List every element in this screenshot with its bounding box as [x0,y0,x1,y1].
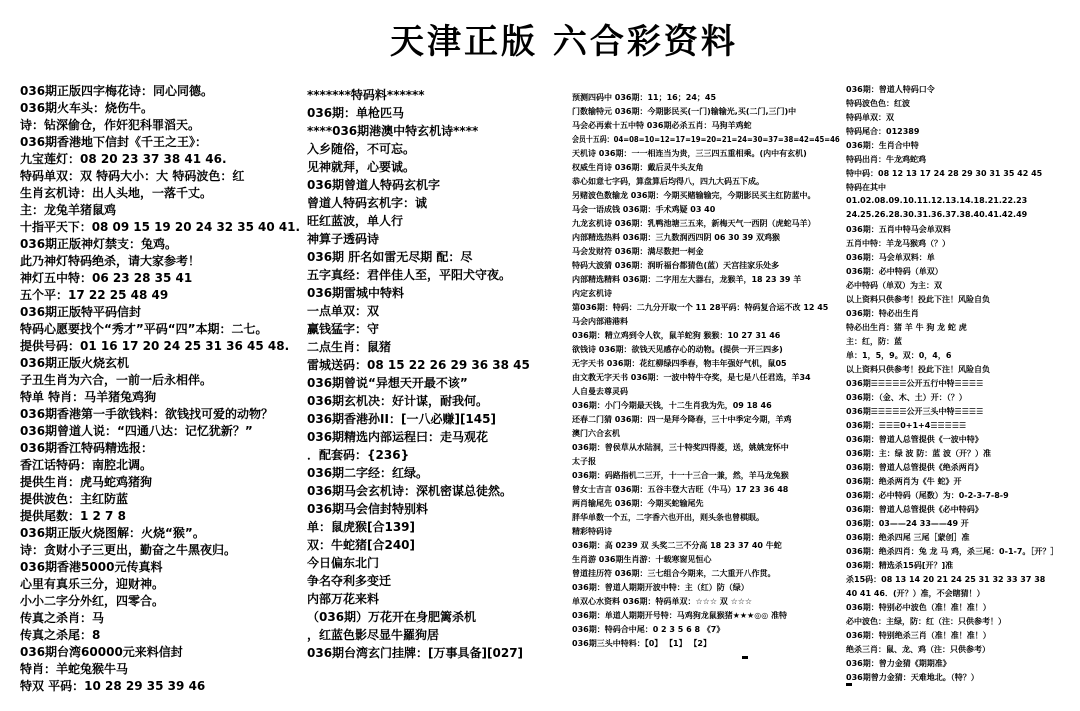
text-line: 马会内部港港料 [572,317,628,326]
text-line: 036期 肝名如雷无尽期 配：尽 [307,250,473,264]
text-line: 24.25.26.28.30.31.36.37.38.40.41.42.49 [846,210,1028,219]
text-line: 036期：曾力金猜《期期准》 [846,659,951,668]
text-line: 单双心水资料 036期：特码单双：☆☆☆ 双 ☆☆☆ [572,597,753,606]
text-line: 036期雷城中特料 [307,286,405,300]
text-line: 内部精选热料 036期：三九数润西四阴 06 30 39 双鸡猴 [572,233,781,242]
text-line: 40 41 46．(开？）准，不会瞎猜！） [846,589,985,598]
text-line: 036期：特别绝杀三肖（准！准！准！） [846,631,991,640]
text-line: 036期正版神灯禁支：兔鸡。 [20,237,178,251]
text-line: 036期：绝杀四肖：兔 龙 马 鸡，杀三尾：0-1-7。［开？］ [846,547,1059,556]
text-line: 036期马会信封特别料 [307,502,429,516]
text-line: 特双 平码：10 28 29 35 39 46 [20,679,206,693]
text-line: 神算子透码诗 [307,232,380,246]
text-line: 单：鼠虎猴[合139] [307,520,416,534]
text-line: 036期：曾道人期期开波中特：主（红）防（绿） [572,583,749,592]
text-line: 036期正版火烧玄机 [20,356,130,370]
text-line: 036期：曾道人总管提供《绝杀两肖》 [846,463,983,472]
text-line: 特码尾合：012389 [846,127,920,136]
text-line: ****036期港澳中特玄机诗**** [307,124,479,138]
text-line: 赢钱猛字：守 [307,322,380,336]
text-line: 人自曼去尊灵码 [572,387,628,396]
text-line: 还春二门猜 036期：四一是拜今降春，三十中季定今期，羊鸡 [572,415,792,424]
text-line: 特码出肖：牛龙鸡蛇鸡 [846,155,926,164]
text-line: 传真之杀尾：8 [20,628,101,642]
text-line: 提供号码：01 16 17 20 24 25 31 36 45 48. [20,339,290,353]
text-line: 旺红蓝波，单人行 [307,214,404,228]
text-line: 生肖玄机诗：出人头地，一落千丈。 [20,186,213,200]
text-line: 九宝莲灯：08 20 23 37 38 41 46. [20,152,227,166]
text-line: 036期火车头：烧伤牛。 [20,101,154,115]
text-line: 036期：高 0239 双 头奖二三不分高 18 23 37 40 牛蛇 [572,541,782,550]
text-line: 一点单双：双 [307,304,380,318]
text-line: 036期：曾道人总管提供《一波中特》 [846,435,983,444]
text-line: 第036期：特码：二九分开取一个 11 28平码：特码复合运不改 12 45 [572,303,829,312]
text-line: 预测四码中 036期：11；16；24；45 [572,93,717,102]
text-line: 欲钱诗 036期：欲钱天见感存心的动物。(提供一开三四多) [572,345,783,354]
text-line: 主：龙兔羊猪鼠鸡 [20,203,117,217]
text-line: 入乡随俗，不可忘。 [307,142,416,156]
text-line: 诗：钻深偷仓，作奸犯科罪滔天。 [20,118,201,132]
text-line: 特码在其中 [846,183,886,192]
text-line: 特码单双：双 特码大小：大 特码波色：红 [20,169,245,183]
text-line: 036期：必中特码（单双） [846,267,943,276]
text-line: 036期正版特平码信封 [20,305,142,319]
text-line: 曾女士吉言 036期：五谷丰登大吉旺（牛马）17 23 36 48 [572,485,789,494]
text-line: 主：红，防：蓝 [846,337,902,346]
text-line: 香江话特码：南腔北调。 [20,458,153,472]
text-line: 两肖输尾先 036期：今期买蛇输尾先 [572,499,704,508]
text-line: 曾道挂历符 036期：三七组合今期来，二大重开八作贯。 [572,569,776,578]
text-line: 036期：码路指机二三开，十一十三合一兼，然，羊马龙兔猴 [572,471,789,480]
text-line: 036期：必中特码（尾数）为：0-2-3-7-8-9 [846,491,1009,500]
text-line: 争名夺利多变迁 [307,574,392,588]
text-line: 提供尾数：1 2 7 8 [20,509,126,523]
text-line: 马会发财符 036期：满尽数把一柯金 [572,247,704,256]
text-line: 036期：五肖中特马会单双料 [846,225,951,234]
text-line: 036期玄机决：好计谋，耐我何。 [307,394,489,408]
text-line: 036期：精立鸡到令人钦，鼠羊蛇狗 猴猴：10 27 31 46 [572,331,781,340]
text-line: 另赌波色数输龙 036期：今期买赌输输完，今期影民买主红防蓝中。 [572,191,816,200]
text-line: 九龙玄机诗 036期：乳鸭池塘三五来，新梅天气一西阴（虎蛇马羊） [572,219,816,228]
text-line: 五肖中特：羊龙马猴鸡（？） [846,239,950,248]
text-line: （036期）万花开在身肥篱杀机 [307,610,477,624]
text-line: 036期曾说“异想天开最不该” [307,376,468,390]
text-line: 036期马会玄机诗：深机密谋总徒然。 [307,484,513,498]
text-line: 此乃神灯特码绝杀，请大家参考！ [20,254,201,268]
text-line: 见神就拜，心要诚。 [307,160,416,174]
text-line: 马会必再索十五中特 036期必杀五肖：马狗羊鸡蛇 [572,121,752,130]
text-line: 权威生肖诗 036期：戴后灵牛头友角 [572,163,704,172]
text-line: 双：牛蛇猪[合240] [307,538,416,552]
text-line: 特码心愿要找个“秀才”平码“四”本期：二七。 [20,322,268,336]
text-line: 036期精选内部运程曰：走马观花 [307,430,489,444]
text-line: 036期台湾60000元来料信封 [20,645,183,659]
text-line: 由文教无字天书 036期：一波中特牛夺奖，是七是八任君选，羊34 [572,373,811,382]
text-line: 今日偏东北门 [307,556,380,570]
text-line: 诗：贪财小子三更出，勤奋之牛黑夜归。 [20,543,237,557]
text-line: 036期：曾侯草从水陆洞，三十特奖四得菱，送，姚姚宠怀中 [572,443,789,452]
text-line: 以上资料只供参考！投此下注！风险自负 [846,295,990,304]
text-line: 生肖游 036期生肖游：十载寒窗见恒心 [572,555,712,564]
text-line: 恭心如意七字码，算盘算后均得八，四九大码五下成。 [572,177,764,186]
text-line: 十指平天下：08 09 15 19 20 24 32 35 40 41. [20,220,301,234]
text-line: ，红蓝色影尽显牛羅狗居 [307,628,440,642]
text-line: 必中波色：主绿，防：红（注：只供参考！） [846,617,1006,626]
text-line: 036期香港地下信封《千王之王》： [20,135,208,149]
text-line: 特单 特肖：马羊猪兔鸡狗 [20,390,157,404]
text-line: 036期：精选杀15码[开？]准 [846,561,954,570]
text-line: 雷城送码：08 15 22 26 29 36 38 45 [307,358,530,372]
text-line: 内部精选精料 036期：二字用左大器右，龙猴羊，18 23 39 羊 [572,275,802,284]
text-line: 小小二字分外红，四零合。 [20,594,165,608]
text-line: 五个平：17 22 25 48 49 [20,288,169,302]
text-line: 特必出生肖：猪 羊 牛 狗 龙 蛇 虎 [846,323,967,332]
text-line: 036期：绝杀两肖为《牛 蛇》开 [846,477,962,486]
text-line: 特码大波猜 036期：润昕福台都猜色(蓝）天宫挂家乐处多 [572,261,780,270]
text-line: 036期☰☰☰☰☰公开三头中特☰☰☰☰ [846,407,984,416]
text-line: 036期曾力金猜：天难地北。（特？） [846,673,979,682]
text-line: 036期：小门今期最天钱，十二生肖我为先，09 18 46 [572,401,772,410]
text-line: 036期：☰☰☰0+1+4☰☰☰☰☰ [846,421,967,430]
text-line: 036期：绝杀四尾 三尾［蒙创］准 [846,533,970,542]
text-line: 036期三头中特料：【0】 【1】 【2】 [572,639,711,648]
text-line: 杀15码：08 13 14 20 21 24 25 31 32 33 37 38 [846,575,1046,584]
text-line: 必中特码（单双）为主：双 [846,281,942,290]
text-line: ．配套码：{236} [307,448,410,462]
text-line: 内部万花来料 [307,592,380,606]
text-line: 澳门六合玄机 [572,429,620,438]
text-line: 036期：特别必中波色（准！准！准！） [846,603,991,612]
text-line: 五字真经：君伴佳人至，平阳犬守夜。 [307,268,512,282]
text-line: 绝杀三肖：鼠、龙、鸡（注：只供参考） [846,645,990,654]
text-line: 036期曾道人说：“四通八达：记忆犹新？” [20,424,253,438]
text-line: 二点生肖：鼠猪 [307,340,392,354]
text-line: 天机诗 036期：一一相连当为贵，三三四五重相乘。(内中有玄机) [572,149,807,158]
text-line: 036期香港孙II：[一八必赚][145] [307,412,496,426]
text-line: 子丑生肖为六合，一前一后永相伴。 [20,373,213,387]
text-line: 036期二字经：红绿。 [307,466,429,480]
text-line: 马会一语成钱 036期：手术鸡疑 03 40 [572,205,716,214]
text-line: 036期：特必出生肖 [846,309,919,318]
text-line: 036期☰☰☰☰☰公开五行中特☰☰☰☰ [846,379,984,388]
text-line: 提供生肖：虎马蛇鸡猪狗 [20,475,153,489]
page-title: 天津正版 六合彩资料 [390,22,738,62]
text-line: 036期曾道人特码玄机字 [307,178,441,192]
scan-speck [742,656,748,659]
text-line: 提供波色：主红防蓝 [20,492,129,506]
text-line: 神灯五中特：06 23 28 35 41 [20,271,193,285]
text-line: 会员十五码：04=08=10=12=17=19=20=21=24=30=37=38=42=45=46 [572,135,840,144]
text-line: 036期台湾玄门挂牌：[万事具备][027] [307,646,524,660]
text-line: 036期正版四字梅花诗：同心同德。 [20,84,214,98]
text-line: 036期香江特码精选报： [20,441,154,455]
text-line: 036期：马会单双料：单 [846,253,935,262]
text-line: 特中码：08 12 13 17 24 28 29 30 31 35 42 45 [846,169,1043,178]
text-line: 036期：单枪匹马 [307,106,405,120]
text-line: 心里有真乐三分，迎财神。 [20,577,165,591]
text-line: 单：1，5，9。双：0，4，6 [846,351,952,360]
text-line: 胖华单数一个五，二字香六也开出，则头条也曾棋眼。 [572,513,764,522]
text-line: 门数输特元 036期：今期影民买(一门)输输光,买(二门,三门)中 [572,107,797,116]
text-line: 以上资料只供参考！投此下注！风险自负 [846,365,990,374]
text-line: 036期：曾道人总管提供《必中特码》 [846,505,983,514]
text-line: 曾道人特码玄机字：诚 [307,196,428,210]
text-line: 036期：（金、木、土）开：（？） [846,393,967,402]
text-line: 太子报 [572,457,596,466]
text-line: 内定玄机诗 [572,289,612,298]
text-line: 036期：曾道人特码口令 [846,85,935,94]
text-line: 036期：特码合中尾：0 2 3 5 6 8 《7》 [572,625,725,634]
text-line: 036期香港5000元传真料 [20,560,163,574]
text-line: 精彩特码诗 [572,527,612,536]
text-line: 特码波色色：红波 [846,99,910,108]
text-line: 036期香港第一手欲钱料：欲钱找可爱的动物？ [20,407,274,421]
text-line: 036期正版火烧图解：火烧“猴”。 [20,526,205,540]
text-line: 传真之杀肖：马 [20,611,105,625]
text-line: *******特码料****** [307,88,425,102]
scan-speck [846,683,852,686]
text-line: 01.02.08.09.10.11.12.13.14.18.21.22.23 [846,196,1028,205]
text-line: 无字天书 036期：花红柳绿四季春，物丰年强好气机，鼠05 [572,359,787,368]
text-line: 特码单双：双 [846,113,894,122]
text-line: 特肖：羊蛇兔猴牛马 [20,662,129,676]
text-line: 036期：单道人期期开号特：马鸡狗龙鼠猴猪★★★◎◎ 准特 [572,611,787,620]
text-line: 036期：主：绿 波 防：蓝 波（开？）准 [846,449,992,458]
text-line: 036期：03——24 33——49 开 [846,519,969,528]
text-line: 036期：生肖合中特 [846,141,919,150]
